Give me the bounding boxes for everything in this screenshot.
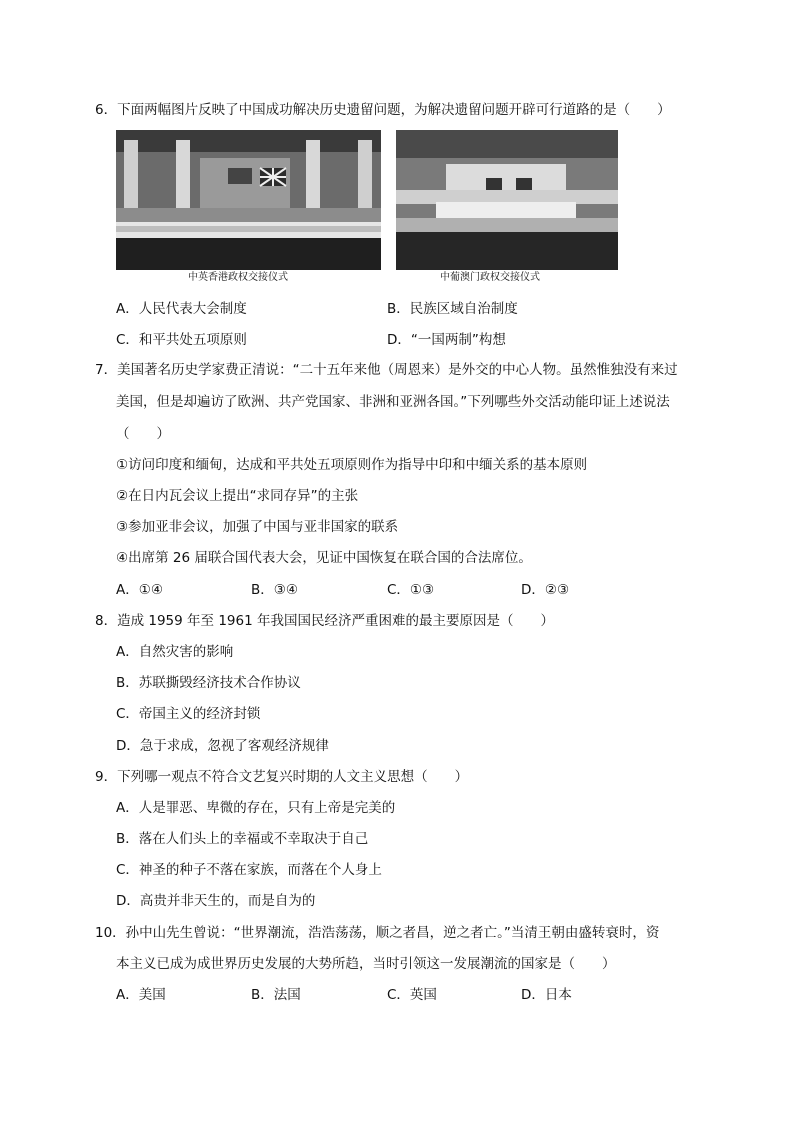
question-6-option-d[interactable]: D．“一国两制”构想 xyxy=(387,332,506,348)
question-7-item-1: ①访问印度和缅甸，达成和平共处五项原则作为指导中印和中缅关系的基本原则 xyxy=(116,457,588,473)
question-6-option-c[interactable]: C．和平共处五项原则 xyxy=(116,332,247,348)
question-10-option-c[interactable]: C．英国 xyxy=(387,987,437,1003)
macau-handover-photo xyxy=(396,130,618,270)
question-10-stem-line-1: 10．孙中山先生曾说：“世界潮流，浩浩荡荡，顺之者昌，逆之者亡。”当清王朝由盛转衰时，资 xyxy=(95,925,660,941)
question-9-option-b[interactable]: B．落在人们头上的幸福或不幸取决于自己 xyxy=(116,831,369,847)
question-10-option-a[interactable]: A．美国 xyxy=(116,987,166,1003)
question-7-option-c[interactable]: C．①③ xyxy=(387,582,435,598)
question-9-option-c[interactable]: C．神圣的种子不落在家族，而落在个人身上 xyxy=(116,862,382,878)
question-6-option-b[interactable]: B．民族区域自治制度 xyxy=(387,301,518,317)
question-8-stem: 8．造成 1959 年至 1961 年我国国民经济严重困难的最主要原因是（ ） xyxy=(95,613,554,629)
question-7-option-d[interactable]: D．②③ xyxy=(521,582,570,598)
question-6-option-a[interactable]: A．人民代表大会制度 xyxy=(116,301,247,317)
question-7-item-2: ②在日内瓦会议上提出“求同存异”的主张 xyxy=(116,488,359,504)
macau-handover-image xyxy=(396,130,618,270)
question-10-stem-line-2: 本主义已成为成世界历史发展的大势所趋，当时引领这一发展潮流的国家是（ ） xyxy=(116,956,616,972)
question-10-option-b[interactable]: B．法国 xyxy=(251,987,301,1003)
question-6-stem: 6．下面两幅图片反映了中国成功解决历史遗留问题，为解决遗留问题开辟可行道路的是（ ） xyxy=(95,102,671,118)
question-9-stem: 9．下列哪一观点不符合文艺复兴时期的人文主义思想（ ） xyxy=(95,769,469,785)
question-7-stem-line-1: 7．美国著名历史学家费正清说：“二十五年来他（周恩来）是外交的中心人物。虽然惟独没有来过 xyxy=(95,362,678,378)
question-7-option-b[interactable]: B．③④ xyxy=(251,582,298,598)
question-7-item-4: ④出席第 26 届联合国代表大会，见证中国恢复在联合国的合法席位。 xyxy=(116,550,532,566)
question-8-option-c[interactable]: C．帝国主义的经济封锁 xyxy=(116,706,261,722)
question-7-item-3: ③参加亚非会议，加强了中国与亚非国家的联系 xyxy=(116,519,399,535)
question-10-option-d[interactable]: D．日本 xyxy=(521,987,572,1003)
question-9-option-d[interactable]: D．高贵并非天生的，而是自为的 xyxy=(116,893,316,909)
photo-2-caption: 中葡澳门政权交接仪式 xyxy=(440,272,540,283)
question-8-option-d[interactable]: D．急于求成，忽视了客观经济规律 xyxy=(116,738,329,754)
question-8-option-a[interactable]: A．自然灾害的影响 xyxy=(116,644,234,660)
question-7-option-a[interactable]: A．①④ xyxy=(116,582,163,598)
question-8-option-b[interactable]: B．苏联撕毁经济技术合作协议 xyxy=(116,675,301,691)
hong-kong-handover-photo xyxy=(116,130,381,270)
photo-1-caption: 中英香港政权交接仪式 xyxy=(188,272,288,283)
question-9-option-a[interactable]: A．人是罪恶、卑微的存在，只有上帝是完美的 xyxy=(116,800,396,816)
question-7-stem-line-3: （ ） xyxy=(116,426,170,442)
hong-kong-handover-image xyxy=(116,130,381,270)
question-7-stem-line-2: 美国，但是却遍访了欧洲、共产党国家、非洲和亚洲各国。”下列哪些外交活动能印证上述说法 xyxy=(116,394,670,410)
